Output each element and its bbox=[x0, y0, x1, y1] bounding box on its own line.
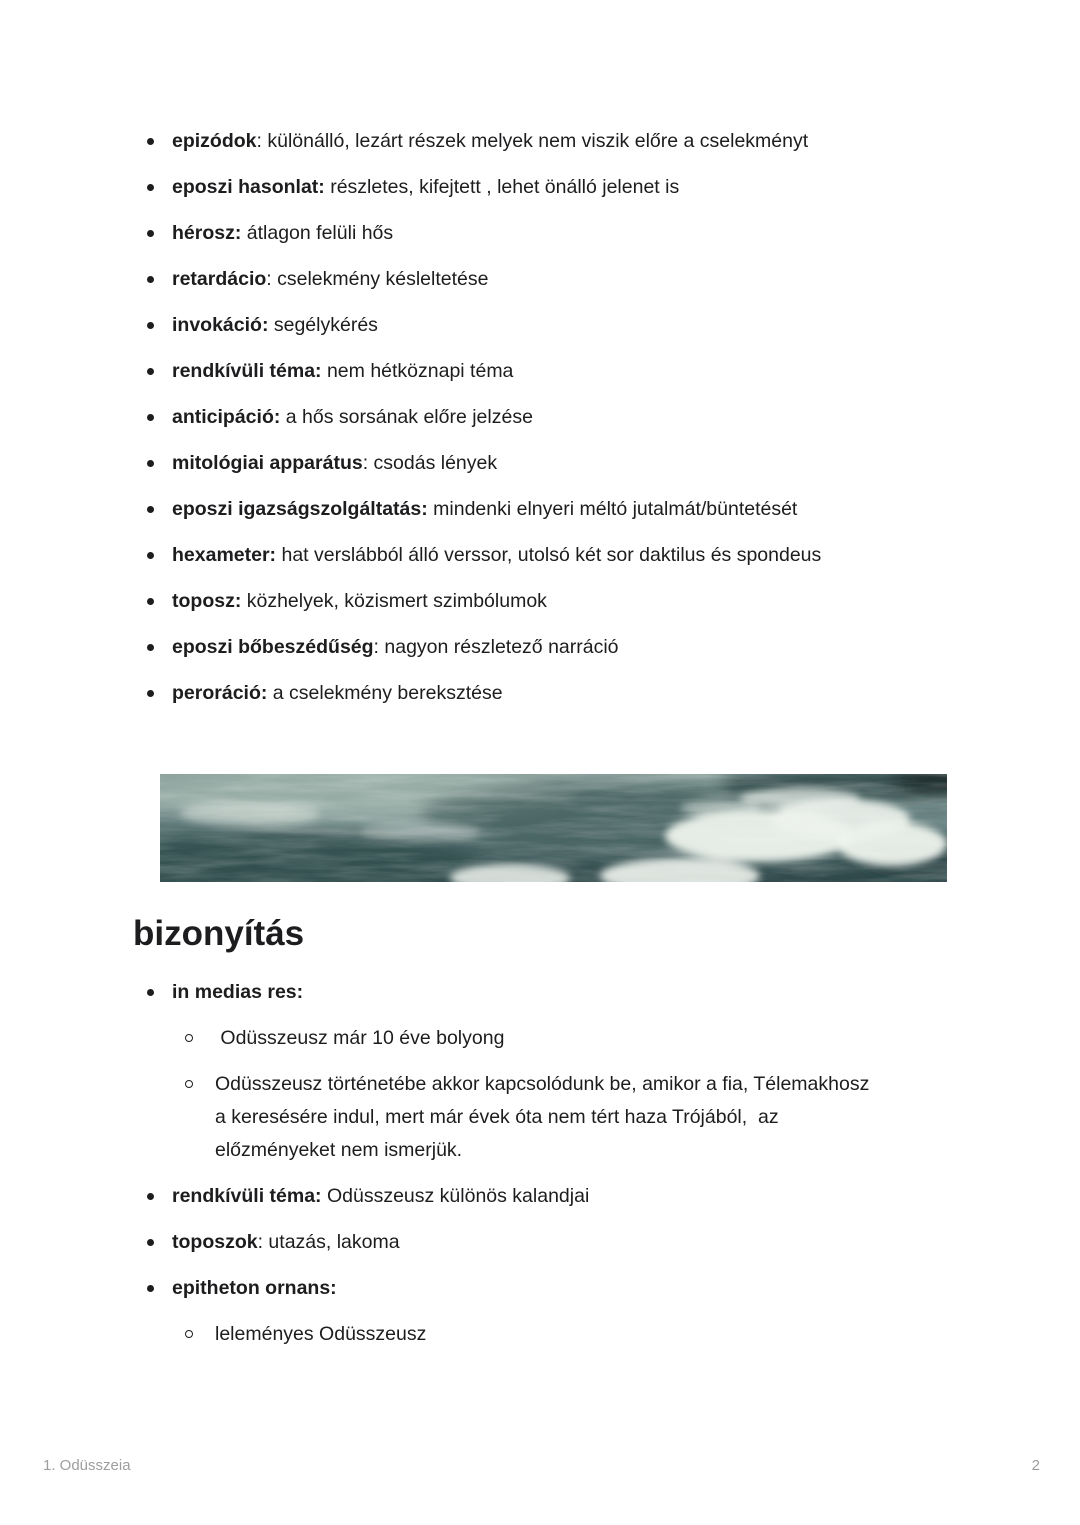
bullet-icon bbox=[147, 1193, 154, 1200]
term-label: eposzi bőbeszédűség bbox=[172, 636, 374, 658]
proof-text bbox=[172, 1231, 400, 1253]
ocean-waves-illustration bbox=[160, 774, 947, 882]
proof-subtext: leleményes Odüsszeusz bbox=[215, 1323, 427, 1345]
bullet-icon bbox=[147, 1239, 154, 1246]
proof-label: toposzok bbox=[172, 1231, 258, 1253]
bullet-icon bbox=[147, 506, 154, 513]
term-label: hérosz: bbox=[172, 222, 242, 244]
term-text bbox=[172, 590, 547, 612]
term-item bbox=[133, 309, 947, 342]
term-definition: részletes, kifejtett , lehet önálló jelenet is bbox=[324, 176, 680, 198]
proof-subitem bbox=[172, 1022, 875, 1055]
proof-subitem bbox=[172, 1318, 875, 1351]
bullet-icon bbox=[147, 552, 154, 559]
footer-page-number: 2 bbox=[1031, 1457, 1040, 1474]
proof-item bbox=[133, 1226, 947, 1259]
proof-text bbox=[172, 1277, 337, 1299]
term-item bbox=[133, 539, 947, 572]
term-definition: hat verslábból álló verssor, utolsó két sor daktilus és spondeus bbox=[276, 544, 822, 566]
term-item bbox=[133, 171, 947, 204]
bullet-icon bbox=[147, 690, 154, 697]
proof-label: in medias res: bbox=[172, 981, 304, 1003]
term-definition: : csodás lények bbox=[362, 452, 498, 474]
bullet-icon bbox=[147, 598, 154, 605]
proof-definition: : utazás, lakoma bbox=[257, 1231, 400, 1253]
footer-document-title: 1. Odüsszeia bbox=[43, 1457, 131, 1474]
term-item bbox=[133, 401, 947, 434]
term-definition: nem hétköznapi téma bbox=[321, 360, 514, 382]
term-label: hexameter: bbox=[172, 544, 277, 566]
bullet-icon bbox=[147, 460, 154, 467]
proof-text bbox=[172, 981, 303, 1003]
proof-subitem bbox=[172, 1068, 875, 1167]
proof-sublist bbox=[172, 1318, 947, 1351]
term-label: rendkívüli téma: bbox=[172, 360, 322, 382]
term-definition: a hős sorsának előre jelzése bbox=[280, 406, 533, 428]
term-text bbox=[172, 544, 821, 566]
term-definition: : különálló, lezárt részek melyek nem viszik előre a cselekményt bbox=[256, 130, 809, 152]
term-label: peroráció: bbox=[172, 682, 268, 704]
term-label: anticipáció: bbox=[172, 406, 281, 428]
term-item bbox=[133, 677, 947, 710]
term-text bbox=[172, 268, 488, 290]
proof-label: rendkívüli téma: bbox=[172, 1185, 322, 1207]
circle-bullet-icon bbox=[185, 1034, 193, 1042]
term-label: eposzi igazságszolgáltatás: bbox=[172, 498, 428, 520]
term-text bbox=[172, 314, 378, 336]
page-footer bbox=[43, 1456, 1040, 1476]
term-text bbox=[172, 636, 619, 658]
proof-definition: Odüsszeusz különös kalandjai bbox=[321, 1185, 590, 1207]
term-text bbox=[172, 360, 513, 382]
circle-bullet-icon bbox=[185, 1330, 193, 1338]
term-item bbox=[133, 493, 947, 526]
term-definition: a cselekmény bereksztése bbox=[267, 682, 503, 704]
term-item bbox=[133, 585, 947, 618]
proof-subtext: Odüsszeusz már 10 éve bolyong bbox=[215, 1027, 505, 1049]
proof-item bbox=[133, 1180, 947, 1213]
term-item bbox=[133, 447, 947, 480]
term-text bbox=[172, 176, 679, 198]
bullet-icon bbox=[147, 184, 154, 191]
ocean-waves-image bbox=[160, 774, 947, 882]
term-definition: átlagon felüli hős bbox=[241, 222, 394, 244]
term-item bbox=[133, 631, 947, 664]
proof-list bbox=[133, 976, 947, 1351]
term-item bbox=[133, 355, 947, 388]
epic-terms-list bbox=[133, 125, 947, 710]
term-item bbox=[133, 263, 947, 296]
term-label: retardácio bbox=[172, 268, 267, 290]
term-definition: : cselekmény késleltetése bbox=[266, 268, 489, 290]
term-definition: : nagyon részletező narráció bbox=[373, 636, 619, 658]
term-label: toposz: bbox=[172, 590, 242, 612]
bullet-icon bbox=[147, 276, 154, 283]
bullet-icon bbox=[147, 414, 154, 421]
term-label: invokáció: bbox=[172, 314, 269, 336]
bullet-icon bbox=[147, 1285, 154, 1292]
term-label: eposzi hasonlat: bbox=[172, 176, 325, 198]
bullet-icon bbox=[147, 230, 154, 237]
term-label: epizódok bbox=[172, 130, 257, 152]
term-definition: segélykérés bbox=[268, 314, 378, 336]
proof-subtext: Odüsszeusz történetébe akkor kapcsolódunk be, amikor a fia, Télemakhosz a keresésére indul, mert már évek óta nem tért haza Trójából, az előzményeket nem ismerjük. bbox=[215, 1073, 875, 1161]
bullet-icon bbox=[147, 644, 154, 651]
proof-item bbox=[133, 1272, 947, 1351]
term-text bbox=[172, 452, 497, 474]
proof-item bbox=[133, 976, 947, 1167]
term-label: mitológiai apparátus bbox=[172, 452, 363, 474]
term-text bbox=[172, 222, 393, 244]
term-text bbox=[172, 130, 808, 152]
proof-label: epitheton ornans: bbox=[172, 1277, 337, 1299]
term-definition: mindenki elnyeri méltó jutalmát/büntetését bbox=[427, 498, 798, 520]
bullet-icon bbox=[147, 138, 154, 145]
section-heading: bizonyítás bbox=[133, 914, 305, 953]
circle-bullet-icon bbox=[185, 1080, 193, 1088]
term-item bbox=[133, 125, 947, 158]
bullet-icon bbox=[147, 989, 154, 996]
term-text bbox=[172, 498, 797, 520]
bullet-icon bbox=[147, 322, 154, 329]
term-definition: közhelyek, közismert szimbólumok bbox=[241, 590, 547, 612]
page-content bbox=[133, 125, 947, 1364]
term-text bbox=[172, 682, 503, 704]
bullet-icon bbox=[147, 368, 154, 375]
proof-text bbox=[172, 1185, 589, 1207]
proof-sublist bbox=[172, 1022, 947, 1167]
term-item bbox=[133, 217, 947, 250]
term-text bbox=[172, 406, 533, 428]
